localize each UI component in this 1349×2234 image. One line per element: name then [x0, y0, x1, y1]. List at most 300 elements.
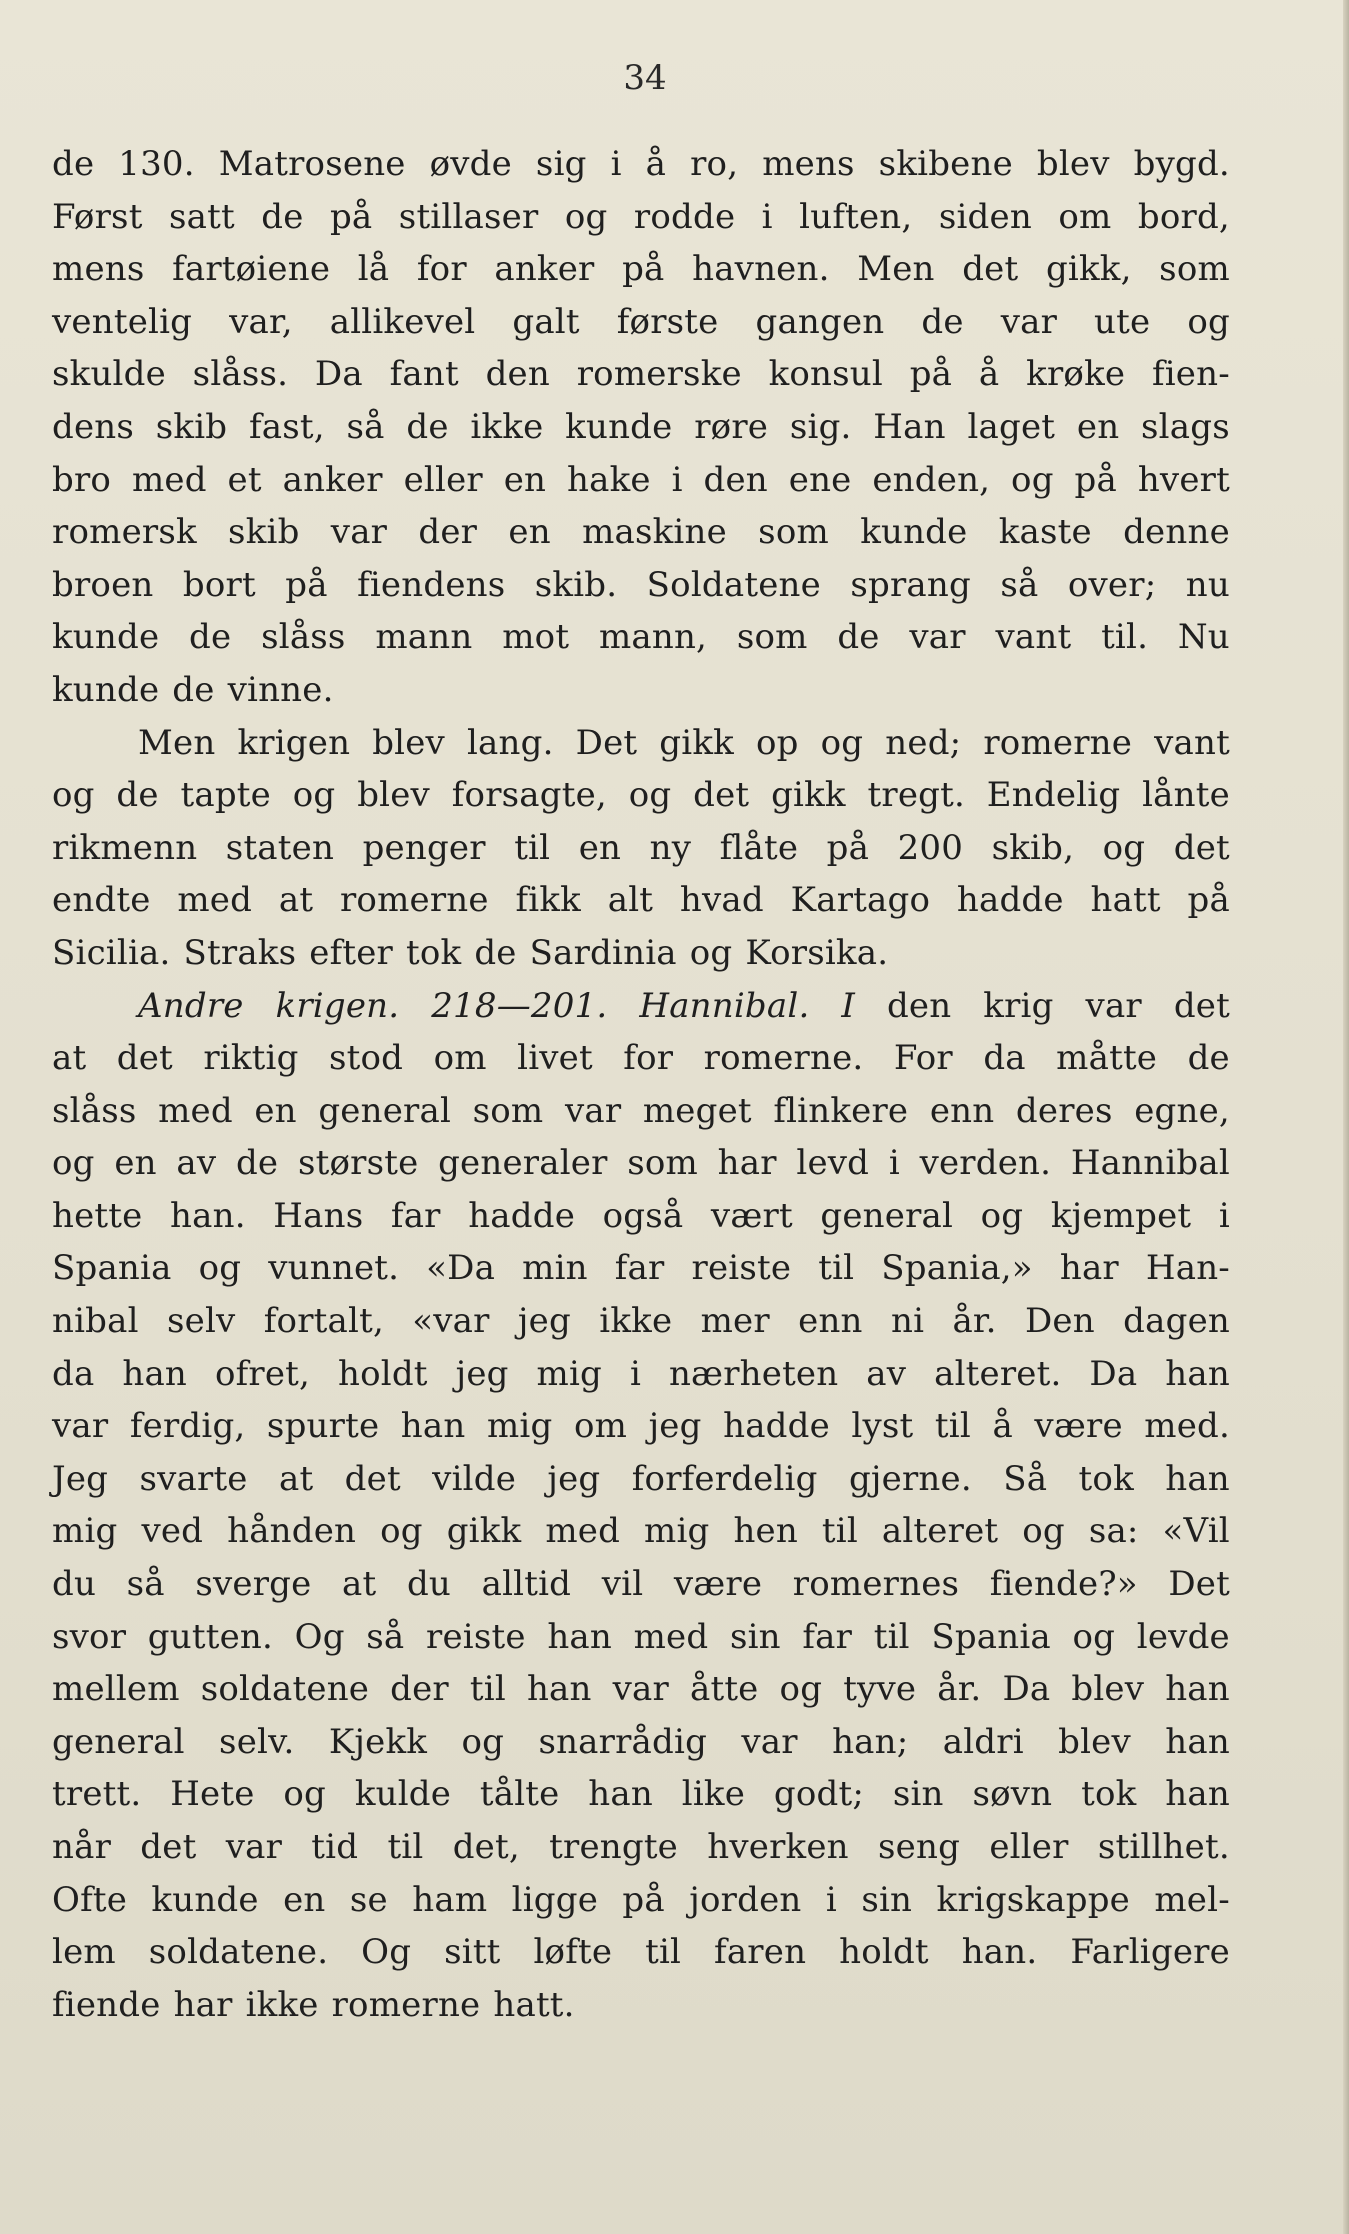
word: tok	[1081, 1774, 1137, 1815]
word: sitt	[444, 1932, 501, 1973]
word: øvde	[429, 144, 512, 184]
word: vant	[1154, 722, 1230, 763]
text-line	[52, 664, 1230, 717]
word: 130.	[118, 144, 195, 184]
text-line	[52, 611, 1230, 664]
word: i	[671, 459, 683, 500]
word: 200	[897, 827, 964, 868]
word: penger	[362, 827, 486, 868]
word: hadde	[468, 1195, 576, 1236]
word: de	[189, 617, 232, 658]
word: kunde	[151, 1879, 259, 1920]
word: hatt	[1090, 880, 1161, 921]
word: mig	[644, 1511, 710, 1552]
word: til	[873, 1616, 910, 1657]
word: anker	[282, 459, 383, 500]
word: eller	[989, 1827, 1069, 1867]
word: allikevel	[329, 301, 476, 342]
word: rodde	[633, 196, 736, 237]
word: kunde	[860, 512, 968, 553]
word: tok	[406, 932, 462, 973]
word: ventelig	[52, 301, 193, 342]
word: holdt	[839, 1932, 929, 1973]
word: en	[508, 512, 551, 553]
word: skib,	[991, 827, 1075, 868]
word: Kjekk	[328, 1721, 428, 1762]
word: levd	[796, 1143, 870, 1184]
word: løfte	[533, 1932, 613, 1973]
word: romerne.	[703, 1038, 864, 1079]
word: romerske	[576, 354, 742, 395]
word: fien-	[1151, 354, 1230, 395]
word: Da	[1089, 1353, 1138, 1394]
word: krigen.	[275, 985, 400, 1026]
word: på	[622, 1879, 665, 1920]
word: måtte	[1056, 1038, 1158, 1079]
word: han;	[832, 1721, 909, 1762]
word: være	[1034, 1406, 1123, 1447]
word: hadde	[956, 880, 1064, 921]
word: sa:	[1088, 1511, 1139, 1552]
word: åtte	[689, 1669, 759, 1710]
word: general	[52, 1721, 185, 1762]
word: var,	[229, 301, 293, 342]
word: denne	[1123, 512, 1230, 553]
word: første	[616, 301, 719, 342]
word: Korsika.	[745, 932, 889, 973]
word: flinkere	[773, 1090, 909, 1131]
word: en	[1076, 406, 1120, 447]
word: være	[673, 1564, 763, 1605]
word: det	[962, 249, 1019, 290]
word: har	[173, 1984, 233, 2025]
word: slåss.	[192, 354, 289, 395]
word: Sardinia	[529, 932, 677, 973]
word: de	[921, 301, 964, 342]
word: en	[283, 1879, 326, 1920]
word: mann,	[598, 617, 708, 658]
word: slåss	[261, 617, 346, 658]
word: han	[1165, 1353, 1230, 1394]
word: om	[573, 1406, 628, 1447]
word: fant	[389, 354, 459, 395]
word: de	[474, 932, 517, 973]
word: på	[826, 827, 870, 868]
word: ned;	[885, 722, 962, 763]
word: alteret.	[934, 1353, 1062, 1394]
word: de	[235, 1143, 279, 1184]
word: en	[578, 827, 622, 868]
word: så	[1000, 564, 1039, 605]
word: så	[346, 406, 385, 447]
word: min	[522, 1248, 588, 1289]
word: ute	[1094, 301, 1151, 342]
word: Spania	[52, 1248, 172, 1289]
word: søvn	[972, 1774, 1053, 1815]
word: svor	[52, 1616, 127, 1657]
word: fortalt,	[263, 1301, 384, 1342]
word: største	[297, 1143, 419, 1184]
word: der	[418, 512, 478, 553]
word: kunde	[52, 669, 160, 710]
text-line	[52, 1611, 1230, 1664]
text-line	[52, 1453, 1230, 1506]
word: skulde	[52, 354, 166, 395]
word: hadde	[723, 1406, 830, 1447]
word: han.	[961, 1932, 1038, 1973]
word: nærheten	[668, 1353, 839, 1394]
text-line	[52, 243, 1230, 296]
word: du	[52, 1564, 97, 1605]
word: fartøiene	[172, 249, 331, 290]
word: Da	[1002, 1669, 1051, 1710]
word: hånden	[227, 1511, 357, 1552]
word: forsagte,	[451, 775, 607, 816]
word: med	[177, 880, 253, 921]
word: og	[1187, 301, 1230, 342]
word: krigskappe	[936, 1879, 1130, 1920]
word: lang.	[466, 722, 554, 763]
text-line	[52, 191, 1230, 244]
word: av	[866, 1353, 907, 1394]
word: Spania,»	[881, 1248, 1033, 1289]
word: jeg	[547, 1458, 601, 1499]
text-line	[52, 1400, 1230, 1453]
word: ny	[649, 827, 692, 868]
word: luften,	[799, 196, 913, 237]
word: nu	[1185, 564, 1230, 605]
word: en	[503, 459, 547, 500]
word: han	[588, 1774, 653, 1815]
word: hvad	[679, 880, 764, 921]
word: og	[1102, 827, 1146, 868]
word: i	[629, 1353, 642, 1394]
word: for	[416, 249, 467, 290]
word: se	[349, 1879, 388, 1920]
word: ikke	[245, 1984, 319, 2025]
text-line	[52, 138, 1230, 191]
word: år.	[952, 1301, 997, 1342]
word: Jeg	[52, 1458, 109, 1499]
text-line	[52, 1558, 1230, 1611]
word: op	[755, 722, 799, 763]
word: blev	[372, 722, 445, 763]
word: alteret	[881, 1511, 999, 1552]
word: med	[131, 459, 207, 500]
word: Kartago	[790, 880, 931, 921]
word: faren	[714, 1932, 807, 1973]
word: en	[254, 1090, 297, 1131]
word: krig	[983, 985, 1054, 1026]
word: Straks	[183, 932, 297, 973]
word: var	[909, 617, 966, 658]
word: soldatene	[200, 1669, 370, 1710]
word: i	[761, 196, 773, 237]
text-line	[52, 822, 1230, 875]
word: fiendens	[357, 564, 506, 605]
word: vilde	[432, 1458, 517, 1499]
word: de	[116, 775, 159, 816]
word: kjempet	[1050, 1195, 1192, 1236]
word: godt;	[773, 1774, 864, 1815]
word: til	[645, 1932, 682, 1973]
word: han	[122, 1353, 188, 1394]
text-line	[52, 1716, 1230, 1769]
word: hette	[52, 1195, 143, 1236]
word: som	[736, 617, 808, 658]
word: maskine	[582, 512, 727, 553]
word: siden	[938, 196, 1032, 237]
word: til	[821, 1511, 858, 1552]
word: til	[514, 827, 551, 868]
text-line	[52, 454, 1230, 507]
word: mer	[700, 1301, 770, 1342]
word: Og	[294, 1616, 345, 1657]
word: var	[1000, 301, 1058, 342]
word: til	[934, 1406, 971, 1447]
word: soldatene.	[148, 1932, 329, 1973]
word: romerne	[339, 880, 489, 921]
word: han	[1165, 1669, 1230, 1710]
word: da	[52, 1353, 95, 1394]
body-text	[52, 138, 1230, 2031]
word: Nu	[1177, 617, 1230, 658]
word: Endelig	[986, 775, 1121, 816]
word: tålte	[479, 1774, 560, 1815]
word: blev	[357, 775, 430, 816]
word: var	[225, 1827, 283, 1867]
word: ofret,	[214, 1353, 311, 1394]
word: Men	[857, 249, 935, 290]
text-line	[52, 1979, 1230, 2032]
word: fiende	[52, 1984, 161, 2025]
word: har	[717, 1143, 777, 1184]
word: egne,	[1134, 1090, 1230, 1131]
text-line	[52, 1505, 1230, 1558]
word: var	[564, 1090, 622, 1131]
page-edge-shadow	[1343, 0, 1349, 2234]
word: og	[283, 1774, 326, 1815]
word: den	[886, 985, 952, 1026]
word: bro	[52, 459, 112, 500]
word: svarte	[139, 1458, 248, 1499]
word: Det	[575, 722, 638, 763]
word: det	[116, 1038, 173, 1079]
word: sin	[892, 1774, 944, 1815]
word: skib.	[534, 564, 618, 605]
word: skib	[155, 406, 228, 447]
word: over;	[1067, 564, 1157, 605]
word: far	[390, 1195, 441, 1236]
word: den	[703, 459, 768, 500]
text-line	[52, 980, 1230, 1033]
word: og	[292, 775, 336, 816]
word: general	[820, 1195, 954, 1236]
word: satt	[168, 196, 235, 237]
word: krigen	[237, 722, 351, 763]
word: Den	[1024, 1301, 1095, 1342]
word: general	[318, 1090, 452, 1131]
word: lyst	[851, 1406, 914, 1447]
word: gikk	[771, 775, 846, 816]
word: Hannibal	[1070, 1143, 1230, 1184]
word: og	[198, 1248, 242, 1289]
word: ni	[890, 1301, 925, 1342]
word: verden.	[919, 1143, 1052, 1184]
text-line	[52, 1190, 1230, 1243]
word: gjerne.	[848, 1458, 972, 1499]
word: å	[978, 354, 1000, 395]
word: gangen	[755, 301, 885, 342]
word: og	[380, 1511, 423, 1552]
word: jeg	[517, 1301, 571, 1342]
word: han	[400, 1406, 466, 1447]
word: var	[52, 1406, 109, 1447]
word: og	[52, 1143, 95, 1184]
word: livet	[517, 1038, 593, 1079]
word: hvert	[1137, 459, 1230, 500]
word: når	[52, 1827, 112, 1867]
word: enn	[798, 1301, 863, 1342]
word: ved	[141, 1511, 204, 1552]
text-line	[52, 1926, 1230, 1979]
word: Andre	[138, 985, 244, 1026]
word: Hans	[273, 1195, 364, 1236]
word: og	[689, 932, 733, 973]
word: med	[158, 1090, 233, 1131]
word: de	[261, 196, 304, 237]
word: bygd.	[1133, 144, 1230, 184]
word: sverge	[195, 1564, 312, 1605]
word: stillhet.	[1097, 1827, 1230, 1867]
word: romerne	[331, 1984, 481, 2025]
word: på	[1074, 459, 1117, 500]
word: romersk	[52, 512, 197, 553]
word: konsul	[768, 354, 883, 395]
word: hatt.	[493, 1984, 575, 2025]
word: fikk	[515, 880, 581, 921]
word: de	[172, 669, 215, 710]
word: lå	[357, 249, 390, 290]
word: havnen.	[692, 249, 830, 290]
word: reiste	[691, 1248, 792, 1289]
word: tok	[1078, 1458, 1134, 1499]
word: og	[628, 775, 672, 816]
word: jeg	[648, 1406, 702, 1447]
text-line	[52, 1295, 1230, 1348]
word: sig	[535, 144, 587, 184]
word: tapte	[180, 775, 271, 816]
word: vil	[601, 1564, 644, 1605]
word: jorden	[689, 1879, 802, 1920]
text-line	[52, 1348, 1230, 1401]
word: flåte	[719, 827, 799, 868]
word: selv.	[219, 1721, 295, 1762]
word: mellem	[52, 1669, 180, 1710]
word: far	[614, 1248, 665, 1289]
word: seng	[878, 1827, 961, 1867]
word: og	[461, 1721, 505, 1762]
word: stillaser	[398, 196, 539, 237]
word: dens	[52, 406, 135, 447]
word: like	[681, 1774, 746, 1815]
word: hen	[733, 1511, 798, 1552]
word: dagen	[1123, 1301, 1230, 1342]
word: at	[52, 1038, 87, 1079]
word: tid	[311, 1827, 359, 1867]
word: reiste	[426, 1616, 526, 1657]
word: enn	[929, 1090, 995, 1131]
word: kaste	[998, 512, 1092, 553]
word: for	[623, 1038, 674, 1079]
word: i	[825, 1879, 837, 1920]
text-line	[52, 1242, 1230, 1295]
text-line	[52, 401, 1230, 454]
word: Han	[873, 406, 946, 447]
word: blev	[1058, 1721, 1131, 1762]
text-line	[52, 717, 1230, 770]
word: og	[1022, 1511, 1065, 1552]
word: tregt.	[867, 775, 965, 816]
word: far	[802, 1616, 853, 1657]
word: at	[342, 1564, 377, 1605]
word: om	[433, 1038, 487, 1079]
word: trengte	[549, 1827, 679, 1867]
word: så	[366, 1616, 405, 1657]
word: For	[893, 1038, 953, 1079]
word: «Da	[426, 1248, 496, 1289]
word: ferdig,	[129, 1406, 246, 1447]
word: krøke	[1026, 354, 1126, 395]
word: med	[633, 1616, 709, 1657]
word: var	[330, 512, 388, 553]
word: var	[741, 1721, 798, 1762]
word: efter	[309, 932, 393, 973]
word: på	[329, 196, 373, 237]
word: og	[1072, 1616, 1116, 1657]
word: endte	[52, 880, 151, 921]
word: Matrosene	[218, 144, 406, 184]
text-line	[52, 927, 1230, 980]
word: hverken	[707, 1827, 849, 1867]
word: mig	[486, 1406, 553, 1447]
word: alltid	[481, 1564, 572, 1605]
word: Men	[138, 722, 216, 763]
word: du	[406, 1564, 452, 1605]
word: lem	[52, 1932, 116, 1973]
word: den	[485, 354, 550, 395]
word: spurte	[266, 1406, 380, 1447]
word: gutten.	[147, 1616, 274, 1657]
word: og	[564, 196, 608, 237]
word: Sicilia.	[52, 932, 171, 973]
word: de	[52, 144, 95, 184]
word: slåss	[52, 1090, 137, 1131]
word: sig.	[789, 406, 852, 447]
word: med	[545, 1511, 621, 1552]
word: kunde	[565, 406, 673, 447]
word: trett.	[52, 1774, 142, 1815]
word: generaler	[438, 1143, 608, 1184]
page-number: 34	[623, 58, 667, 98]
word: enden,	[872, 459, 991, 500]
word: at	[278, 1458, 314, 1499]
text-line	[52, 506, 1230, 559]
word: skibene	[878, 144, 1013, 184]
word: rikmenn	[52, 827, 198, 868]
word: romernes	[792, 1564, 960, 1605]
word: i	[888, 1143, 900, 1184]
